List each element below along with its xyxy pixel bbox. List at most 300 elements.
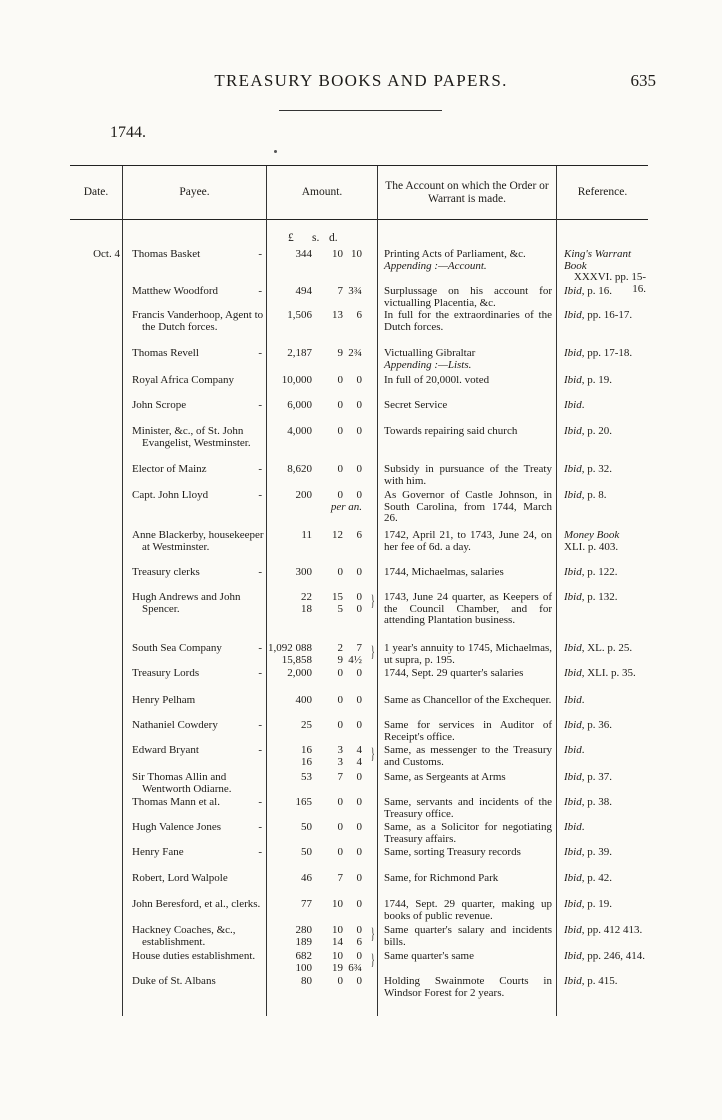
row-payee [132,745,262,757]
account-text: Same quarter's salary and incidents bills. [384,924,552,948]
amount-brace: } [370,593,375,610]
row-account [384,951,552,963]
row-reference [564,720,648,732]
row-payee [132,464,262,476]
amount-line [268,490,372,502]
row-account [384,530,552,553]
row-payee [132,490,262,502]
row-account [384,925,552,948]
row-payee [132,310,272,333]
amount-line [268,899,372,911]
account-appending: Appending :—Account. [384,259,487,272]
amount-line [268,797,372,809]
row-reference [564,772,648,784]
account-text: 1 year's annuity to 1745, Michaelmas, ut supra, p. 195. [384,642,552,666]
amount-shillings: 0 [337,399,343,411]
row-payee [132,249,262,261]
row-amount [268,899,372,911]
amount-pence: 0 [356,374,362,386]
amount-shillings: 0 [337,374,343,386]
amount-pence: 6¾ [348,961,362,974]
amount-pounds: 11 [301,529,312,541]
amount-pounds: 300 [295,566,312,578]
amount-pence: 10 [351,248,362,260]
reference-italic: Ibid [564,642,582,654]
row-amount [268,925,372,948]
reference-text: . [581,694,585,706]
amount-pounds: 16 [301,755,312,768]
row-amount [268,400,372,412]
amount-pounds: 53 [301,771,312,783]
payee-name: Hugh Andrews and John Spencer. [132,591,241,615]
stray-dot [274,150,277,153]
amount-shillings: 13 [332,309,343,321]
reference-text: , pp. 412 413. [581,924,643,936]
row-account [384,822,552,845]
amount-note: per an. [330,500,362,513]
column-header-amount: Amount. [301,186,343,198]
payee-name: Hugh Valence Jones [132,821,221,833]
amount-pence: 2¾ [348,347,362,359]
amount-shillings: 12 [332,529,343,541]
payee-name: Capt. John Lloyd [132,489,209,501]
reference-italic: Ibid [564,694,582,706]
row-reference [564,925,648,937]
account-text: 1742, April 21, to 1743, June 24, on her fee of 6d. a day. [384,529,552,553]
payee-name: Anne Blackerby, housekeeper at Westminster. [132,529,264,553]
row-amount [268,745,372,768]
running-title: TREASURY BOOKS AND PAPERS. [214,71,508,90]
amount-shillings: 0 [337,846,343,858]
column-divider [556,166,557,1016]
payee-name: John Scrope [132,399,187,411]
amount-shillings: 10 [332,898,343,910]
payee-name: Minister, &c., of St. John Evangelist, Westminster. [132,425,251,449]
amount-pence: 0 [356,719,362,731]
row-amount [268,643,372,666]
amount-pence: 6 [356,935,362,948]
amount-pounds: 1,506 [287,309,312,321]
reference-text: , p. 39. [581,846,612,858]
amount-line [268,604,372,616]
reference-italic: Ibid [564,846,582,858]
amount-shillings: 10 [332,248,343,260]
amount-line [268,643,372,655]
row-reference [564,286,648,298]
amount-shillings: 0 [337,489,343,501]
reference-italic: Ibid [564,821,582,833]
row-payee [132,400,262,412]
row-payee [132,720,262,732]
account-text: In full of 20,000l. voted [384,374,490,386]
amount-pence: 0 [356,667,362,679]
unit-pence: d. [329,232,338,244]
amount-shillings: 10 [332,924,343,936]
amount-pounds: 50 [301,846,312,858]
amount-pounds: 400 [295,694,312,706]
reference-text: , p. 122. [581,566,618,578]
row-account [384,643,552,666]
amount-shillings: 5 [337,602,343,615]
account-text: Same, for Richmond Park [384,872,499,884]
amount-line [268,655,372,667]
amount-shillings: 10 [332,950,343,962]
account-text: Same as Chancellor of the Exchequer. [384,694,552,706]
reference-text: , p. 19. [581,898,612,910]
amount-line [268,530,372,542]
row-payee [132,530,272,553]
row-account [384,976,552,999]
reference-text: , pp. 16-17. [581,309,633,321]
row-reference [564,695,648,707]
account-appending: Appending :—Lists. [384,358,472,371]
row-account [384,745,552,768]
payee-name: Hackney Coaches, &c., establishment. [132,924,236,948]
account-text: Same for services in Auditor of Receipt's office. [384,719,552,743]
reference-text: , p. 415. [581,975,618,987]
amount-line [268,592,372,604]
amount-line [268,375,372,387]
amount-line [268,757,372,769]
row-reference [564,464,648,476]
row-reference [564,567,648,579]
amount-pence: 0 [356,591,362,603]
running-head [0,71,722,95]
account-text: Subsidy in pursuance of the Treaty with him. [384,463,552,487]
row-payee [132,873,262,885]
row-reference [564,873,648,885]
amount-pounds: 18 [301,602,312,615]
payee-name: Matthew Woodford [132,285,218,297]
column-header-date: Date. [83,186,109,198]
reference-text: , p. 38. [581,796,612,808]
unit-shillings: s. [312,232,320,244]
amount-line [268,567,372,579]
reference-italic: Ibid [564,309,582,321]
amount-pence: 0 [356,566,362,578]
amount-pence: 0 [356,399,362,411]
payee-name: South Sea Company [132,642,222,654]
payee-name: Treasury Lords [132,667,200,679]
amount-pounds: 344 [295,248,312,260]
year-heading: 1744. [110,124,146,141]
row-payee [132,951,272,963]
reference-italic: Ibid [564,489,582,501]
amount-pounds: 22 [301,591,312,603]
row-account [384,797,552,820]
amount-pence: 0 [356,489,362,501]
amount-shillings: 0 [337,719,343,731]
amount-pence: 0 [356,975,362,987]
payee-name: Thomas Mann et al. [132,796,220,808]
account-text: As Governor of Castle Johnson, in South Carolina, from 1744, March 26. [384,489,552,524]
row-reference [564,976,648,988]
reference-italic: Money Book [564,529,620,541]
reference-italic: Ibid [564,950,582,962]
amount-shillings: 0 [337,463,343,475]
amount-line [268,772,372,784]
reference-italic: King's Warrant Book [564,248,632,272]
row-reference [564,643,648,655]
row-account [384,873,552,885]
reference-text: . [581,821,585,833]
row-reference [564,951,648,963]
row-reference [564,797,648,809]
reference-text: , p. 37. [581,771,612,783]
row-account [384,249,552,272]
row-account [384,847,552,859]
row-amount [268,976,372,988]
amount-pence: 4 [356,744,362,756]
amount-pence: 0 [356,846,362,858]
row-payee [132,426,272,449]
row-amount [268,822,372,834]
amount-line [268,695,372,707]
reference-text: , p. 42. [581,872,612,884]
row-reference [564,490,648,502]
row-payee [132,899,272,911]
row-amount [268,772,372,784]
payee-name: Royal Africa Company [132,374,235,386]
row-reference [564,400,648,412]
row-amount [268,464,372,476]
payee-name: House duties establishment. [132,950,256,962]
row-payee [132,925,272,948]
row-account [384,720,552,743]
amount-pence: 0 [356,463,362,475]
account-text: Victualling Gibraltar [384,347,476,359]
amount-pounds: 10,000 [281,374,312,386]
reference-italic: Ibid [564,898,582,910]
row-reference [564,847,648,859]
reference-text: XXXVI. pp. 15-16. [573,271,646,295]
reference-text: . [581,399,585,411]
reference-italic: Ibid [564,399,582,411]
amount-pence: 0 [356,924,362,936]
account-text: Same, as Sergeants at Arms [384,771,506,783]
amount-line [268,847,372,859]
row-amount [268,567,372,579]
row-reference [564,375,648,387]
row-account [384,567,552,579]
amount-line [268,976,372,988]
row-account [384,772,552,784]
header-rule [279,110,442,111]
amount-pounds: 25 [301,719,312,731]
amount-pence: 4 [356,755,362,768]
amount-pounds: 165 [295,796,312,808]
row-payee [132,375,262,387]
amount-line [268,745,372,757]
row-amount [268,873,372,885]
row-amount [268,530,372,542]
amount-pence: 7 [356,642,362,654]
reference-text: . [581,744,585,756]
amount-pounds: 77 [301,898,312,910]
row-amount [268,797,372,809]
account-text: 1744, Sept. 29 quarter's salaries [384,667,524,679]
reference-italic: Ibid [564,924,582,936]
reference-italic: Ibid [564,771,582,783]
amount-line [268,822,372,834]
payee-name: Henry Pelham [132,694,196,706]
amount-pence: 0 [356,796,362,808]
account-text: Secret Service [384,399,448,411]
amount-line [268,925,372,937]
payee-name: Thomas Basket [132,248,201,260]
reference-italic: Ibid [564,374,582,386]
amount-pence: 6 [356,529,362,541]
row-payee [132,847,262,859]
payee-name: Nathaniel Cowdery [132,719,218,731]
amount-line [268,668,372,680]
amount-pence: 0 [356,425,362,437]
row-amount [268,847,372,859]
row-amount [268,951,372,974]
account-text: Holding Swainmote Courts in Windsor Forest for 2 years. [384,975,552,999]
account-text: 1744, Michaelmas, salaries [384,566,504,578]
reference-text: , p. 19. [581,374,612,386]
row-account [384,592,552,627]
payee-name: Francis Vanderhoop, Agent to the Dutch forces. [132,309,264,333]
row-reference [564,899,648,911]
reference-text: , p. 36. [581,719,612,731]
amount-pence: 6 [356,309,362,321]
reference-text: , pp. 17-18. [581,347,633,359]
row-reference [564,348,648,360]
unit-pounds: £ [288,232,294,244]
reference-italic: Ibid [564,591,582,603]
amount-shillings: 0 [337,667,343,679]
reference-italic: Ibid [564,463,582,475]
column-header-payee: Payee. [179,186,210,198]
amount-shillings: 15 [332,591,343,603]
reference-text: XLI. p. 403. [564,540,619,553]
amount-shillings: 0 [337,425,343,437]
reference-text: , XL. p. 25. [581,642,633,654]
amount-line [268,348,372,360]
amount-pence: 0 [356,602,362,615]
row-reference [564,530,648,553]
account-text: Same, as messenger to the Treasury and Customs. [384,744,552,768]
account-text: Surplussage on his account for victualling Placentia, &c. [384,285,552,309]
amount-shillings: 7 [337,771,343,783]
amount-pence: 0 [356,771,362,783]
amount-shillings: 0 [337,821,343,833]
amount-pence: 0 [356,950,362,962]
amount-pounds: 8,620 [287,463,312,475]
amount-brace: } [370,926,375,943]
account-text: Same, servants and incidents of the Treasury office. [384,796,552,820]
row-amount [268,490,372,513]
reference-text: , p. 132. [581,591,618,603]
row-amount [268,695,372,707]
reference-italic: Ibid [564,425,582,437]
amount-line [268,873,372,885]
amount-pounds: 80 [301,975,312,987]
payee-name: Robert, Lord Walpole [132,872,228,884]
amount-shillings: 0 [337,694,343,706]
reference-italic: Ibid [564,667,582,679]
row-amount [268,426,372,438]
row-amount [268,249,372,261]
amount-line [268,464,372,476]
amount-shillings: 2 [337,642,343,654]
amount-line [268,963,372,975]
row-payee [132,643,262,655]
amount-pence: 0 [356,872,362,884]
amount-pounds: 682 [295,950,312,962]
column-header-reference: Reference. [577,186,628,198]
row-payee [132,592,272,615]
account-text: Same quarter's same [384,950,474,962]
reference-italic: Ibid [564,796,582,808]
amount-shillings: 3 [337,755,343,768]
amount-pounds: 280 [295,924,312,936]
row-payee [132,797,262,809]
row-payee [132,695,262,707]
amount-pounds: 6,000 [287,399,312,411]
row-payee [132,286,262,298]
column-divider [122,166,123,1016]
amount-pounds: 494 [295,285,312,297]
amount-shillings: 0 [337,796,343,808]
amount-shillings: 0 [337,975,343,987]
page-number: 635 [630,71,656,90]
amount-pounds: 50 [301,821,312,833]
column-header-account: The Account on which the Order or Warrant is made. [385,179,549,205]
row-account [384,899,552,922]
reference-italic: Ibid [564,744,582,756]
row-reference [564,310,648,322]
payee-name: Duke of St. Albans [132,975,216,987]
reference-text: , p. 20. [581,425,612,437]
amount-shillings: 9 [337,347,343,359]
reference-italic: Ibid [564,347,582,359]
payee-name: Henry Fane [132,846,184,858]
amount-line [268,400,372,412]
row-reference [564,592,648,604]
row-payee [132,772,272,795]
payee-name: Edward Bryant [132,744,199,756]
table-header-rule [70,219,648,220]
amount-shillings: 0 [337,566,343,578]
reference-text: , XLI. p. 35. [581,667,636,679]
row-reference [564,745,648,757]
row-reference [564,822,648,834]
column-divider [377,166,378,1016]
amount-pounds: 2,000 [287,667,312,679]
amount-shillings: 14 [332,935,343,948]
row-payee [132,976,262,988]
amount-shillings: 19 [332,961,343,974]
row-account [384,426,552,438]
row-amount [268,720,372,732]
row-reference [564,668,648,680]
amount-shillings: 3 [337,744,343,756]
row-amount [268,375,372,387]
account-text: Same, sorting Treasury records [384,846,521,858]
row-account [384,310,552,333]
amount-pounds: 100 [295,961,312,974]
amount-line [268,720,372,732]
amount-pounds: 200 [295,489,312,501]
account-text: Towards repairing said church [384,425,518,437]
amount-pounds: 16 [301,744,312,756]
row-account [384,400,552,412]
amount-shillings: 9 [337,653,343,666]
column-divider [266,166,267,1016]
